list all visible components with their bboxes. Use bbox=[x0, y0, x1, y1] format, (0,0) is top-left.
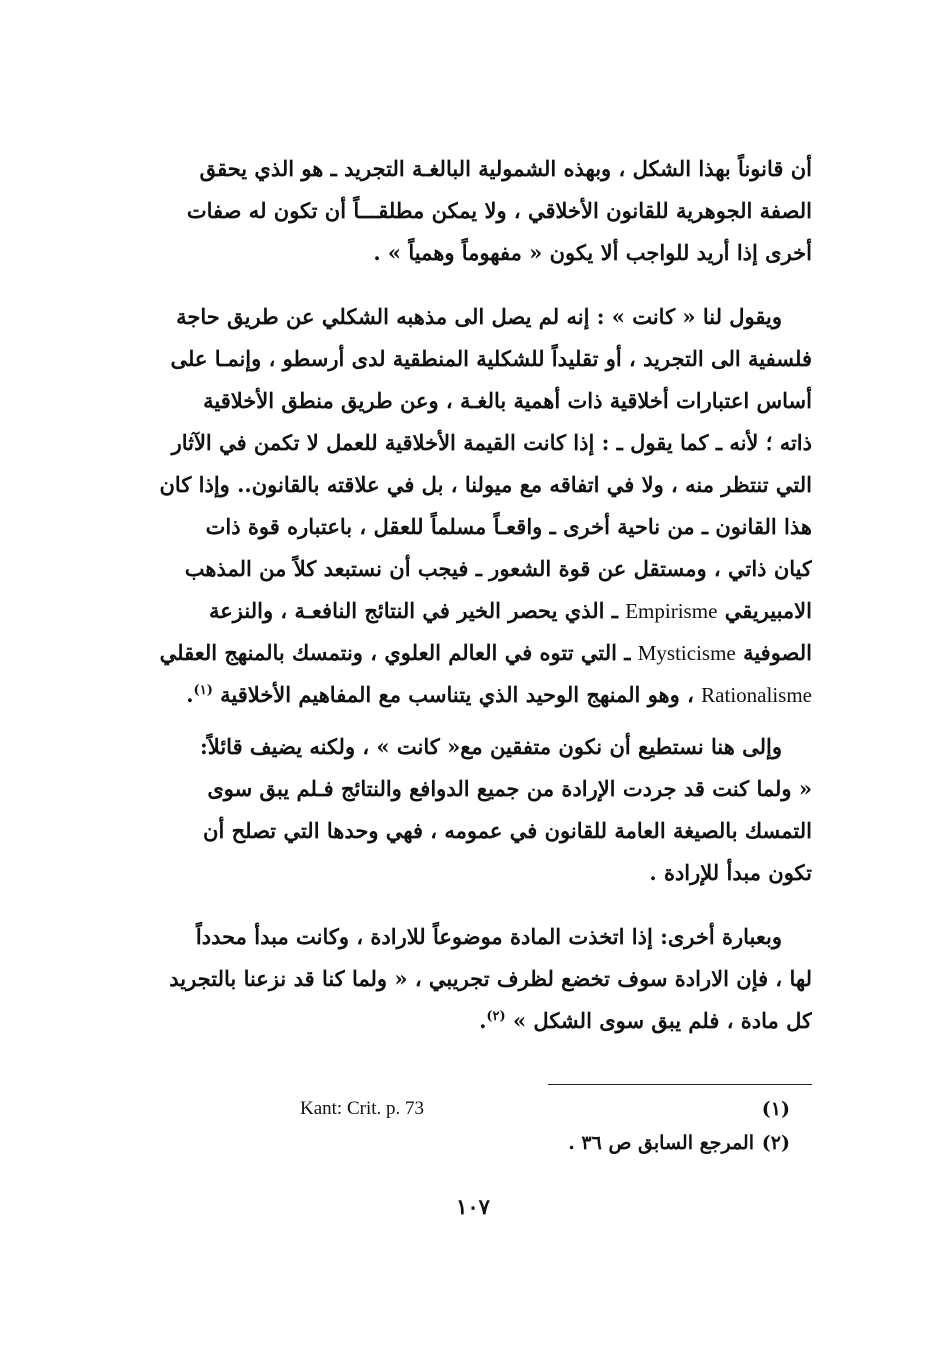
footnote-2 bbox=[300, 1132, 790, 1166]
text-line bbox=[140, 632, 812, 674]
period: . bbox=[186, 682, 194, 707]
arabic-term: الامبيريقي bbox=[724, 598, 812, 623]
text-line: ويقول لنا « كانت » : إنه لم يصل الى مذهبه الشكلي عن طريق حاجة bbox=[176, 304, 782, 329]
latin-term-mysticisme: Mysticisme bbox=[637, 641, 736, 665]
footnote-number: (١) bbox=[761, 1098, 790, 1120]
paragraph-1 bbox=[140, 148, 812, 274]
text-fragment: ، وهو المنهج الوحيد الذي يتناسب مع المفاهيم الأخلاقية bbox=[220, 682, 694, 707]
arabic-term: الصوفية bbox=[743, 640, 812, 665]
text-line bbox=[140, 1000, 812, 1042]
text-line: ذاته ؛ لأنه ـ كما يقول ـ : إذا كانت القيمة الأخلاقية للعمل لا تكمن في الآثار bbox=[171, 430, 812, 455]
footnote-number: (٢) bbox=[761, 1132, 790, 1154]
text-fragment: كل مادة ، فلم يبق سوى الشكل » bbox=[513, 1008, 812, 1033]
text-line: أن قانوناً بهذا الشكل ، وبهذه الشمولية البالغـة التجريد ـ هو الذي يحقق bbox=[199, 156, 812, 181]
text-line: وإلى هنا نستطيع أن نكون متفقين مع« كانت » ، ولكنه يضيف قائلاً: bbox=[200, 734, 782, 759]
footnote-citation: Kant: Crit. p. 73 bbox=[300, 1098, 425, 1119]
text-line: « ولما كنت قد جردت الإرادة من جميع الدوافع والنتائج فـلم يبق سوى bbox=[207, 776, 812, 801]
text-fragment: ـ الذي يحصر الخير في النتائج النافعـة ، والنزعة bbox=[209, 598, 618, 623]
footnotes bbox=[300, 1098, 790, 1166]
text-line: تكون مبدأ للإرادة . bbox=[649, 860, 812, 885]
text-line bbox=[140, 674, 812, 716]
text-line: كيان ذاتي ، ومستقل عن قوة الشعور ـ فيجب أن نستبعد كلاً من المذهب bbox=[184, 556, 812, 581]
footnote-ref: (٢) bbox=[486, 1009, 506, 1024]
paragraph-4 bbox=[140, 916, 812, 1042]
paragraph-2 bbox=[140, 296, 812, 716]
text-fragment: ـ التي تتوه في العالم العلوي ، ونتمسك بالمنهج العقلي bbox=[159, 640, 631, 665]
footnote-divider bbox=[548, 1084, 812, 1085]
paragraph-3 bbox=[140, 726, 812, 894]
text-line: لها ، فإن الارادة سوف تخضع لظرف تجريبي ، « ولما كنا قد نزعنا بالتجريد bbox=[169, 966, 812, 991]
footnote-text: المرجع السابق ص ٣٦ . bbox=[568, 1132, 754, 1154]
text-line: هذا القانون ـ من ناحية أخرى ـ واقعـاً مسلماً للعقل ، باعتباره قوة ذات bbox=[205, 514, 812, 539]
footnote-ref: (١) bbox=[193, 683, 213, 698]
text-line: التمسك بالصيغة العامة للقانون في عمومه ، فهي وحدها التي تصلح أن bbox=[203, 818, 812, 843]
text-line bbox=[140, 590, 812, 632]
latin-term-rationalisme: Rationalisme bbox=[701, 683, 812, 707]
text-line: الصفة الجوهرية للقانون الأخلاقي ، ولا يمكن مطلقـــاً أن تكون له صفات bbox=[186, 198, 812, 223]
latin-term-empirisme: Empirisme bbox=[625, 599, 718, 623]
text-line: التي تنتظر منه ، ولا في اتفاقه مع ميولنا ، بل في علاقته بالقانون.. وإذا كان bbox=[159, 472, 812, 497]
text-line: أساس اعتبارات أخلاقية ذات أهمية بالغـة ، وعن طريق منطق الأخلاقية bbox=[203, 388, 812, 413]
text-line: أخرى إذا أريد للواجب ألا يكون « مفهوماً وهمياً » . bbox=[373, 240, 812, 265]
period: . bbox=[479, 1008, 487, 1033]
page-number: ١٠٧ bbox=[456, 1194, 490, 1219]
footnote-1 bbox=[300, 1098, 790, 1132]
text-line: فلسفية الى التجريد ، أو تقليداً للشكلية المنطقية لدى أرسطو ، وإنمـا على bbox=[170, 346, 812, 371]
text-line: وبعبارة أخرى: إذا اتخذت المادة موضوعاً للارادة ، وكانت مبدأ محدداً bbox=[195, 924, 782, 949]
